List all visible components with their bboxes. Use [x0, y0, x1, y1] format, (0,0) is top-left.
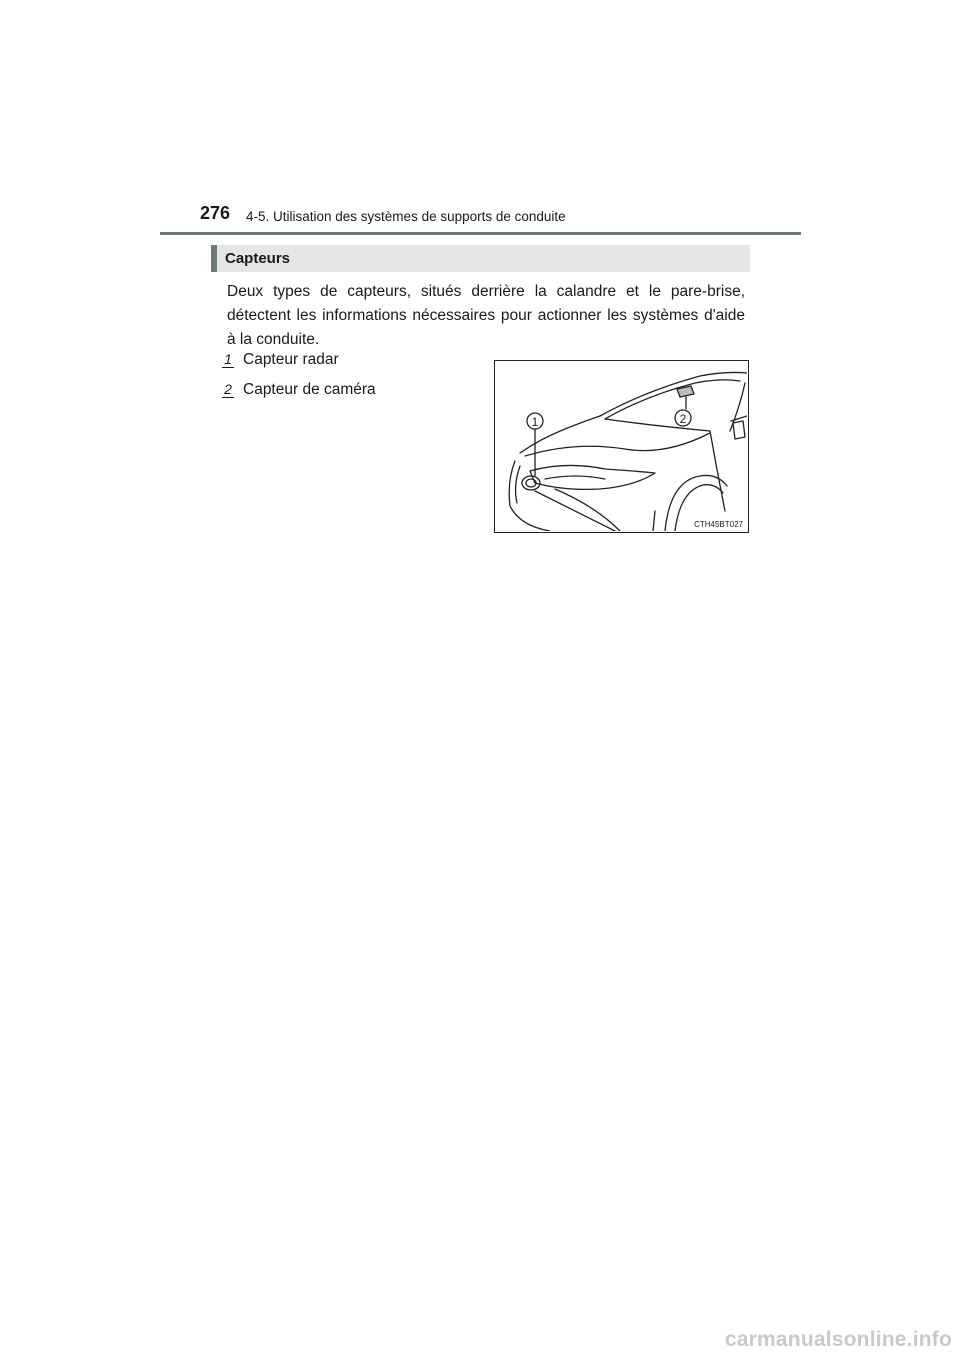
header-divider: [160, 232, 801, 235]
legend-item-radar: [222, 351, 339, 369]
svg-text:1: 1: [531, 415, 539, 429]
watermark-text: carmanualsonline.info: [724, 1328, 952, 1351]
section-title: Capteurs: [225, 250, 291, 267]
page-number: 276: [200, 203, 231, 223]
chapter-title: 4-5. Utilisation des systèmes de supports de conduite: [246, 209, 566, 224]
intro-paragraph: Deux types de capteurs, situés derrière la calandre et le pare-brise, détectent les informations nécessaires pour actionner les systèmes d'aide à la conduite.: [227, 283, 745, 348]
section-accent: [211, 245, 217, 272]
legend-number: 2: [222, 381, 234, 398]
svg-text:2: 2: [679, 412, 687, 426]
legend-item-camera: [222, 381, 376, 399]
legend-number: 1: [222, 351, 234, 368]
legend-label: Capteur de caméra: [243, 381, 376, 398]
section-heading-bar: [211, 245, 750, 272]
callout-number-2: [495, 361, 747, 531]
car-illustration-figure: [494, 360, 749, 533]
legend-label: Capteur radar: [243, 351, 339, 368]
figure-code: CTH45BT027: [694, 520, 743, 529]
